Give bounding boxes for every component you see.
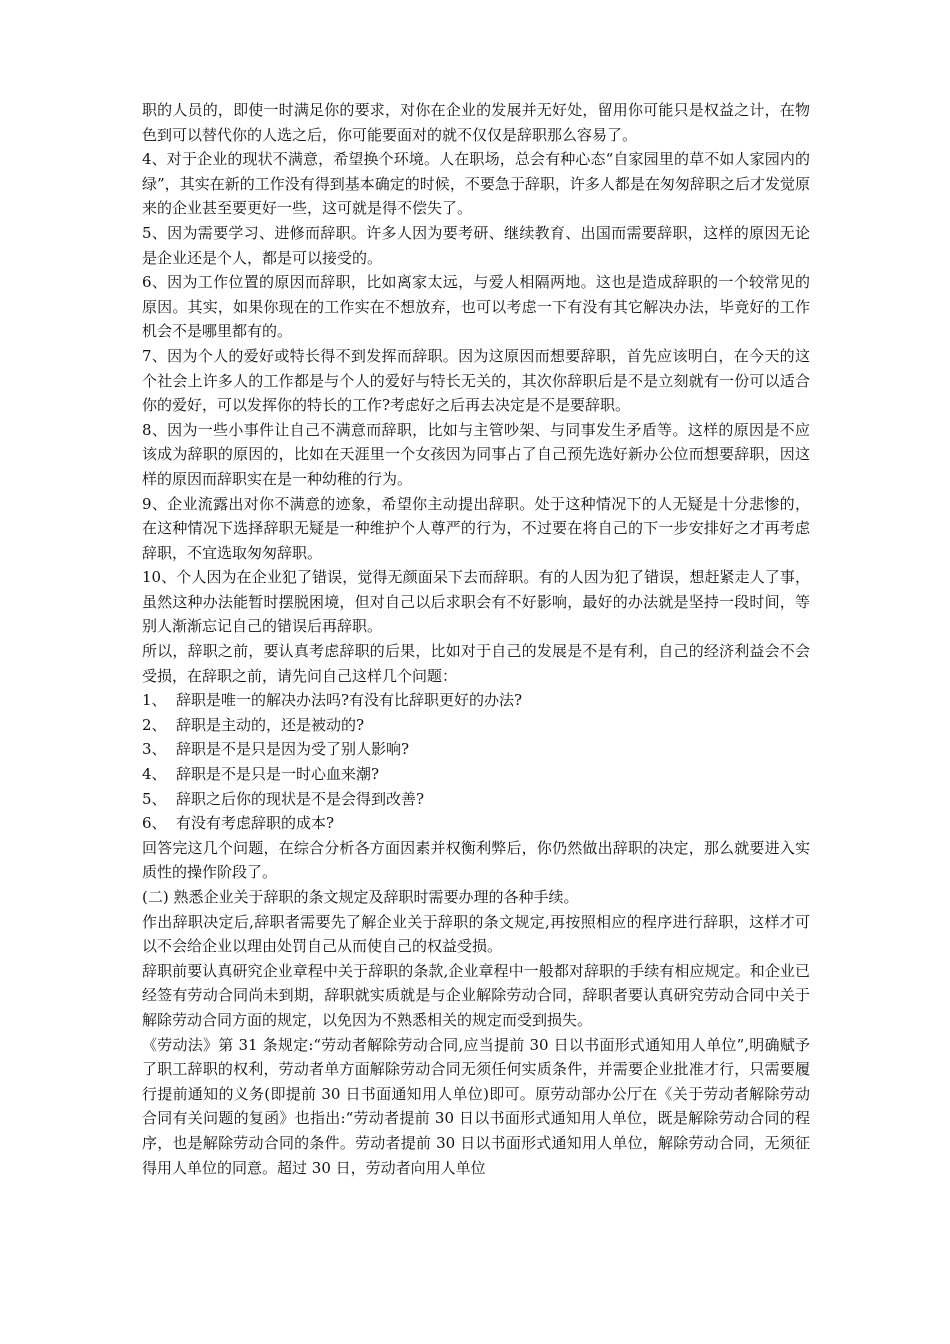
paragraph: 职的人员的，即使一时满足你的要求，对你在企业的发展并无好处，留用你可能只是权益之计，在物色到可以替代你的人选之后，你可能要面对的就不仅仅是辞职那么容易了。 (142, 101, 810, 144)
list-item (142, 737, 810, 762)
section-heading: (二) 熟悉企业关于辞职的条文规定及辞职时需要办理的各种手续。 (142, 888, 579, 906)
paragraph: 回答完这几个问题，在综合分析各方面因素并权衡利弊后，你仍然做出辞职的决定，那么就要进入实质性的操作阶段了。 (142, 838, 810, 882)
list-number: 2、 (142, 715, 167, 734)
list-text: 有没有考虑辞职的成本? (176, 814, 335, 833)
list-text: 辞职之后你的现状是不是会得到改善? (176, 789, 425, 808)
list-number: 6、 (142, 814, 167, 833)
paragraph: 《劳动法》第 31 条规定:“劳动者解除劳动合同,应当提前 30 日以书面形式通知用人单位”,明确赋予了职工辞职的权利，劳动者单方面解除劳动合同无须任何实质条件，并需要企业批准才行，只需要履行提前通知的义务(即提前 30 日书面通知用人单位)即可。原劳动部办公厅在《关于劳动者解除劳动合同有关问题的复函》也指出:“劳动者提前 30 日以书面形式通知用人单位，既是解除劳动合同的程序，也是解除劳动合同的条件。劳动者提前 30 日以书面形式通知用人单位，解除劳动合同，无须征得用人单位的同意。超过 30 日，劳动者向用人单位 (142, 1035, 810, 1177)
document-page (142, 98, 810, 1180)
list-text: 辞职是不是只是因为受了别人影响? (176, 740, 410, 759)
list-text: 辞职是主动的，还是被动的? (176, 715, 365, 734)
paragraph: 9、企业流露出对你不满意的迹象，希望你主动提出辞职。处于这种情况下的人无疑是十分悲惨的，在这种情况下选择辞职无疑是一种维护个人尊严的行为，不过要在将自己的下一步安排好之才再考虑辞职，不宜选取匆匆辞职。 (142, 494, 810, 562)
list-item (142, 787, 810, 812)
list-item (142, 811, 810, 836)
list-text: 辞职是唯一的解决办法吗?有没有比辞职更好的办法? (176, 691, 523, 710)
list-item (142, 713, 810, 738)
list-number: 1、 (142, 691, 167, 710)
question-list (142, 688, 810, 836)
list-number: 4、 (142, 765, 167, 784)
list-item (142, 762, 810, 787)
paragraph: 4、对于企业的现状不满意，希望换个环境。人在职场，总会有种心态“自家园里的草不如人家园内的绿”，其实在新的工作没有得到基本确定的时候，不要急于辞职，许多人都是在匆匆辞职之后才发觉原来的企业甚至要更好一些，这可就是得不偿失了。 (142, 150, 810, 218)
paragraph: 6、因为工作位置的原因而辞职，比如离家太远，与爱人相隔两地。这也是造成辞职的一个较常见的原因。其实，如果你现在的工作实在不想放弃，也可以考虑一下有没有其它解决办法，毕竟好的工作机会不是哪里都有的。 (142, 273, 810, 341)
paragraph: 5、因为需要学习、进修而辞职。许多人因为要考研、继续教育、出国而需要辞职，这样的原因无论是企业还是个人，都是可以接受的。 (142, 223, 810, 267)
paragraph: 10、个人因为在企业犯了错误，觉得无颜面呆下去而辞职。有的人因为犯了错误，想赶紧走人了事，虽然这种办法能暂时摆脱困境，但对自己以后求职会有不好影响，最好的办法就是坚持一段时间，等别人渐渐忘记自己的错误后再辞职。 (142, 568, 810, 636)
list-item (142, 688, 810, 713)
list-number: 5、 (142, 789, 167, 808)
list-text: 辞职是不是只是一时心血来潮? (176, 765, 380, 784)
paragraph: 所以，辞职之前，要认真考虑辞职的后果，比如对于自己的发展是不是有利，自己的经济利益会不会受损，在辞职之前，请先问自己这样几个问题： (142, 642, 810, 685)
paragraph: 作出辞职决定后,辞职者需要先了解企业关于辞职的条文规定,再按照相应的程序进行辞职，这样才可以不会给企业以理由处罚自己从而使自己的权益受损。 (142, 912, 810, 956)
paragraph: 7、因为个人的爱好或特长得不到发挥而辞职。因为这原因而想要辞职，首先应该明白，在今天的这个社会上许多人的工作都是与个人的爱好与特长无关的，其次你辞职后是不是立刻就有一份可以适合你的爱好，可以发挥你的特长的工作?考虑好之后再去决定是不是要辞职。 (142, 346, 810, 415)
list-number: 3、 (142, 740, 167, 759)
paragraph: 8、因为一些小事件让自己不满意而辞职，比如与主管吵架、与同事发生矛盾等。这样的原因是不应该成为辞职的原因的，比如在天涯里一个女孩因为同事占了自己预先选好新办公位而想要辞职，因这样的原因而辞职实在是一种幼稚的行为。 (142, 420, 810, 488)
paragraph: 辞职前要认真研究企业章程中关于辞职的条款,企业章程中一般都对辞职的手续有相应规定。和企业已经签有劳动合同尚未到期，辞职就实质就是与企业解除劳动合同，辞职者要认真研究劳动合同中关于解除劳动合同方面的规定，以免因为不熟悉相关的规定而受到损失。 (142, 961, 810, 1029)
